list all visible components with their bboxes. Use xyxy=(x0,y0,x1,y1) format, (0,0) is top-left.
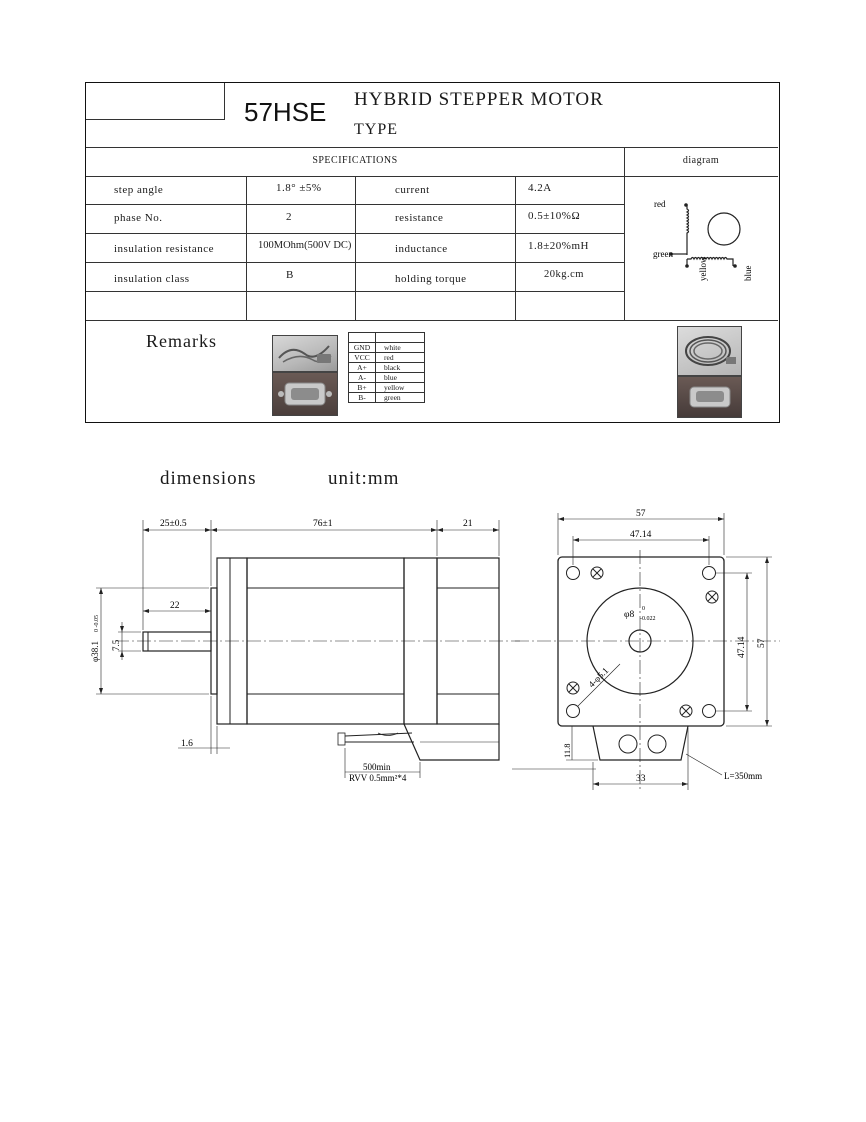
dim-25: 25±0.5 xyxy=(160,519,187,529)
col-3 xyxy=(515,176,516,320)
dim-shaft-tol-top: 0 xyxy=(642,606,645,612)
title-line-2: TYPE xyxy=(354,121,398,138)
cable-coil-photo xyxy=(677,326,742,376)
blue-terminal xyxy=(733,264,737,268)
dim-cable-length: 500min xyxy=(363,762,391,772)
cable-photo xyxy=(272,335,338,372)
wire-color-table xyxy=(348,332,425,415)
dim-shaft-tol-bottom: -0.022 xyxy=(640,616,656,622)
spec-label-insulation-resistance: insulation resistance xyxy=(114,243,215,255)
db15-connector-photo-2 xyxy=(677,376,742,418)
dim-33: 33 xyxy=(636,774,646,784)
dim-47-side: 47.14 xyxy=(737,636,747,658)
spec-value-inductance: 1.8±20%mH xyxy=(528,240,589,252)
spec-label-resistance: resistance xyxy=(395,212,444,224)
spec-value-current: 4.2A xyxy=(528,182,552,194)
spec-value-insulation-resistance: 100MOhm(500V DC) xyxy=(258,240,352,251)
specifications-label: SPECIFICATIONS xyxy=(312,155,398,166)
col-2 xyxy=(355,176,356,320)
dimensions-heading: dimensions xyxy=(160,468,257,489)
dim-76: 76±1 xyxy=(313,519,333,529)
table-row: GND white xyxy=(349,343,425,353)
remarks-label: Remarks xyxy=(146,331,217,351)
spec-value-holding-torque: 20kg.cm xyxy=(544,269,584,280)
wire-label-red: red xyxy=(654,199,666,209)
dim-47-top: 47.14 xyxy=(630,530,652,540)
table-row: A+ black xyxy=(349,363,425,373)
dim-57-side: 57 xyxy=(757,638,767,648)
db15-connector-photo xyxy=(272,372,338,416)
yellow-terminal xyxy=(685,264,689,268)
model-box xyxy=(86,83,225,120)
dim-lead-length: L=350mm xyxy=(724,771,763,781)
dim-shaft-diameter: φ8 xyxy=(624,610,635,620)
wire-label-yellow: yellow xyxy=(698,256,708,281)
wiring-diagram xyxy=(624,177,778,317)
title-line-1: HYBRID STEPPER MOTOR xyxy=(354,89,604,110)
diagram-label: diagram xyxy=(682,155,720,166)
unit-label: unit:mm xyxy=(328,468,400,489)
col-1 xyxy=(246,176,247,320)
spec-label-holding-torque: holding torque xyxy=(395,273,467,285)
front-view-drawing xyxy=(505,505,785,790)
spec-value-step-angle: 1.8° ±5% xyxy=(276,182,322,194)
dim-38: φ38.1 xyxy=(90,641,100,662)
spec-label-insulation-class: insulation class xyxy=(114,273,190,285)
red-terminal xyxy=(684,203,688,207)
dim-22: 22 xyxy=(170,601,180,611)
rule-remarks xyxy=(86,320,778,321)
table-row: VCC red xyxy=(349,353,425,363)
spec-label-current: current xyxy=(395,184,430,196)
wire-label-blue: blue xyxy=(743,265,753,281)
dim-mounting-holes: 4-φ5.1 xyxy=(586,665,611,690)
dim-7-5: 7.5 xyxy=(111,639,121,651)
dim-1-6: 1.6 xyxy=(181,739,193,749)
spec-sheet xyxy=(85,82,780,423)
side-view-drawing xyxy=(80,505,525,790)
spec-value-insulation-class: B xyxy=(286,269,294,281)
dim-38-tol: 0 -0.05 xyxy=(94,615,100,632)
table-row: A- blue xyxy=(349,373,425,383)
motor-rotor-symbol xyxy=(708,213,740,245)
coil-b-winding xyxy=(687,258,733,267)
wire-label-green: green xyxy=(653,249,673,259)
spec-label-step-angle: step angle xyxy=(114,184,164,196)
spec-value-resistance: 0.5±10%Ω xyxy=(528,210,581,222)
dim-21: 21 xyxy=(463,519,473,529)
dim-cable-spec: RVV 0.5mm²*4 xyxy=(349,773,407,783)
dim-11-8: 11.8 xyxy=(562,743,572,758)
spec-value-phase: 2 xyxy=(286,211,292,223)
rule-header xyxy=(86,147,778,148)
table-row: B+ yellow xyxy=(349,383,425,393)
dim-57-top: 57 xyxy=(636,509,646,519)
coil-a-winding xyxy=(687,205,689,255)
table-row: B- green xyxy=(349,393,425,403)
spec-label-phase: phase No. xyxy=(114,212,163,224)
spec-label-inductance: inductance xyxy=(395,243,448,255)
model-name: 57HSE xyxy=(244,97,327,127)
